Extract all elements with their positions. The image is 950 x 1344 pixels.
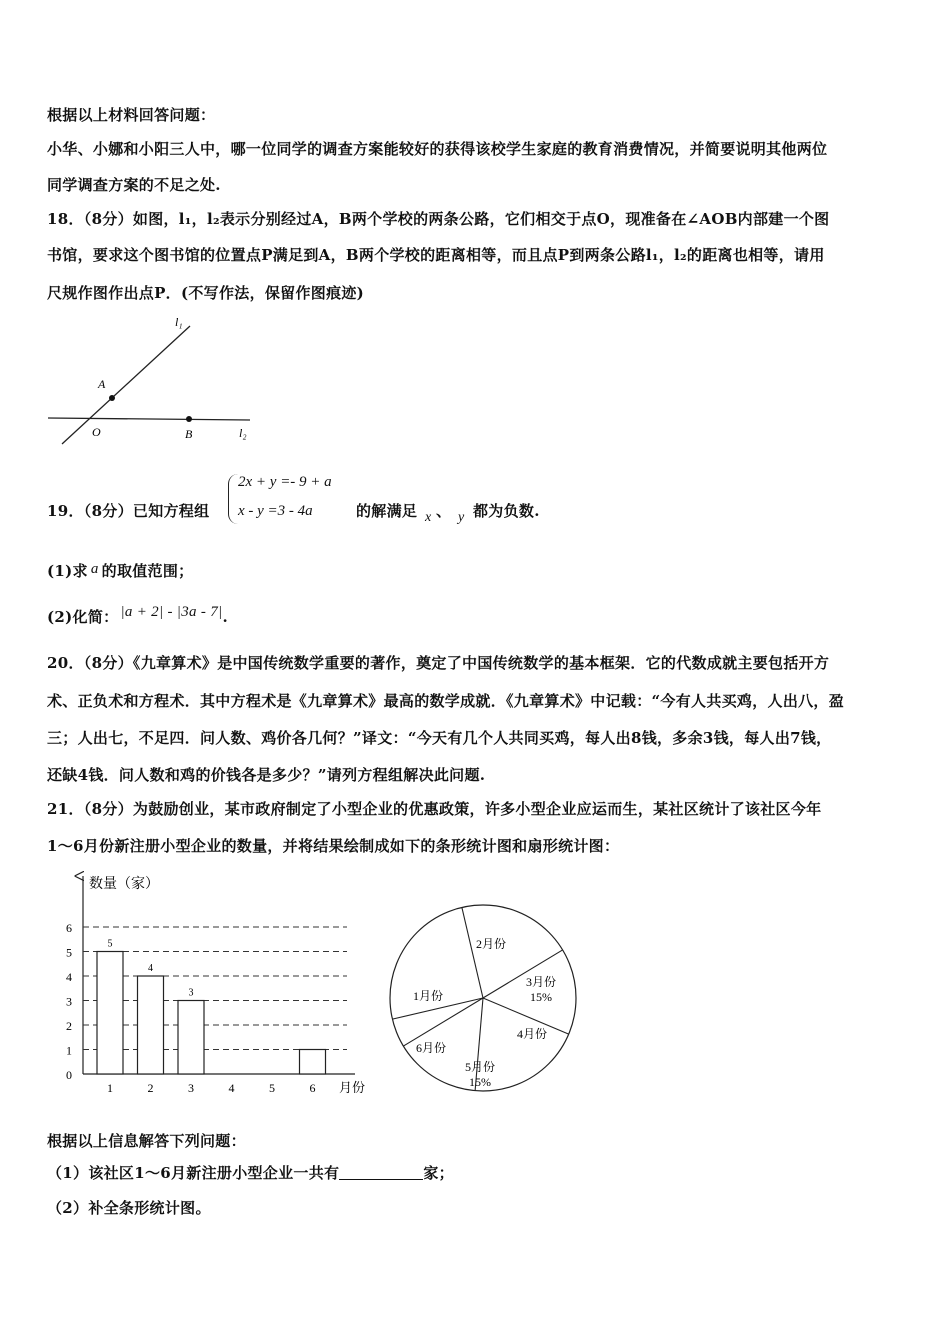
q18-line1: 18．（8分）如图，l₁，l₂表示分别经过A，B两个学校的两条公路，它们相交于点O，现准备在∠AOB内部建一个图 <box>47 210 830 228</box>
q19-part2-a: (2)化简： <box>47 608 119 626</box>
q21-sub2: （2）补全条形统计图。 <box>47 1199 211 1217</box>
bar-1 <box>97 952 123 1075</box>
pie-percent-3: 15% <box>530 990 552 1004</box>
equation-2: x - y =3 - 4a <box>238 503 313 519</box>
x-tick-3: 3 <box>188 1081 194 1095</box>
y-tick-2: 2 <box>66 1019 72 1033</box>
equation-1: 2x + y =- 9 + a <box>238 474 332 490</box>
q19-part2 <box>47 604 228 627</box>
pie-label-3: 3月份 <box>525 975 557 989</box>
y-tick-0: 0 <box>66 1068 72 1082</box>
q21-after: 根据以上信息解答下列问题： <box>47 1132 246 1150</box>
q20-line3: 三；人出七，不足四．问人数、鸡价各几何？”译文：“今天有几个人共同买鸡，每人出8钱，多余3钱，每人出7钱， <box>47 729 832 747</box>
var-y: y <box>458 510 465 525</box>
var-a: a <box>90 561 99 577</box>
intro-text: 根据以上材料回答问题： <box>47 106 216 124</box>
y-tick-3: 3 <box>66 994 72 1009</box>
q19-sep: 、 <box>436 502 452 520</box>
point-a <box>109 395 115 401</box>
q21-line1: 21．（8分）为鼓励创业，某市政府制定了小型企业的优惠政策，许多小型企业应运而生，某社区统计了该社区今年 <box>47 800 822 818</box>
q19-prefix: 19．（8分）已知方程组 <box>47 502 210 520</box>
label-o: O <box>92 425 101 439</box>
bar-label-1: 5 <box>107 938 113 950</box>
x-tick-4: 4 <box>228 1081 235 1095</box>
y-tick-1: 1 <box>66 1043 72 1058</box>
bar-6 <box>300 1050 326 1075</box>
pie-label-2: 2月份 <box>475 937 507 951</box>
pie-label-1: 1月份 <box>412 989 444 1003</box>
point-b <box>186 416 192 422</box>
pie-label-6: 6月份 <box>415 1041 447 1055</box>
q19-part2-b: . <box>222 608 228 626</box>
label-l2: l₂ <box>239 426 247 440</box>
q18-line3: 尺规作图作出点P．(不写作法，保留作图痕迹) <box>47 284 365 302</box>
x-tick-1: 1 <box>107 1081 113 1095</box>
q18-figure <box>40 312 260 447</box>
q19-part1-a: (1)求 <box>47 562 88 580</box>
label-b: B <box>185 427 193 441</box>
bar-chart <box>55 870 380 1100</box>
label-l1: l₁ <box>175 315 183 329</box>
answer-blank[interactable] <box>339 1165 423 1180</box>
bar-label-2: 4 <box>148 963 153 974</box>
q21-sub1-b: 家； <box>423 1164 454 1182</box>
q21-line2: 1～6月份新注册小型企业的数量，并将结果绘制成如下的条形统计图和扇形统计图： <box>47 837 620 855</box>
q20-line2: 术、正负术和方程术．其中方程术是《九章算术》最高的数学成就．《九章算术》中记载：“今有人共买鸡，人出八，盈 <box>47 692 845 710</box>
q21-sub1 <box>47 1162 454 1183</box>
q20-line1: 20．（8分）《九章算术》是中国传统数学重要的著作，奠定了中国传统数学的基本框架．它的代数成就主要包括开方 <box>47 654 830 672</box>
bar-label-3: 3 <box>188 987 194 999</box>
line-l1 <box>62 326 190 444</box>
s17-line2: 同学调查方案的不足之处. <box>47 176 221 194</box>
pie-label-5: 5月份 <box>464 1060 496 1074</box>
abs-expression: |a + 2| - |3a - 7| <box>120 604 223 620</box>
s17-line1: 小华、小娜和小阳三人中，哪一位同学的调查方案能较好的获得该校学生家庭的教育消费情况，并简要说明其他两位 <box>47 140 828 158</box>
label-a: A <box>98 377 106 391</box>
q19-part1-b: 的取值范围； <box>101 562 194 580</box>
y-tick-6: 6 <box>66 921 72 935</box>
pie-label-4: 4月份 <box>516 1027 548 1041</box>
bar-2 <box>138 976 164 1074</box>
var-x: x <box>425 510 432 525</box>
pie-chart <box>385 900 585 1100</box>
line-l2 <box>48 418 250 420</box>
q19-suffix: 都为负数. <box>473 502 540 520</box>
q19-mid: 的解满足 <box>356 502 418 520</box>
x-tick-5: 5 <box>269 1081 275 1095</box>
y-tick-5: 5 <box>66 945 72 960</box>
q19-part1 <box>47 560 193 581</box>
pie-percent-5: 15% <box>469 1075 491 1089</box>
y-tick-4: 4 <box>66 970 72 984</box>
x-axis-label: 月份 <box>339 1080 366 1095</box>
x-tick-6: 6 <box>309 1081 316 1095</box>
x-tick-2: 2 <box>147 1081 154 1095</box>
q21-sub1-a: （1）该社区1～6月新注册小型企业一共有 <box>47 1164 340 1182</box>
y-axis-label: 数量（家） <box>89 877 159 892</box>
bar-3 <box>178 1001 204 1075</box>
q18-line2: 书馆，要求这个图书馆的位置点P满足到A，B两个学校的距离相等，而且点P到两条公路l₁，l₂的距离也相等，请用 <box>47 246 825 264</box>
q20-line4: 还缺4钱．问人数和鸡的价钱各是多少？”请列方程组解决此问题. <box>47 766 486 784</box>
